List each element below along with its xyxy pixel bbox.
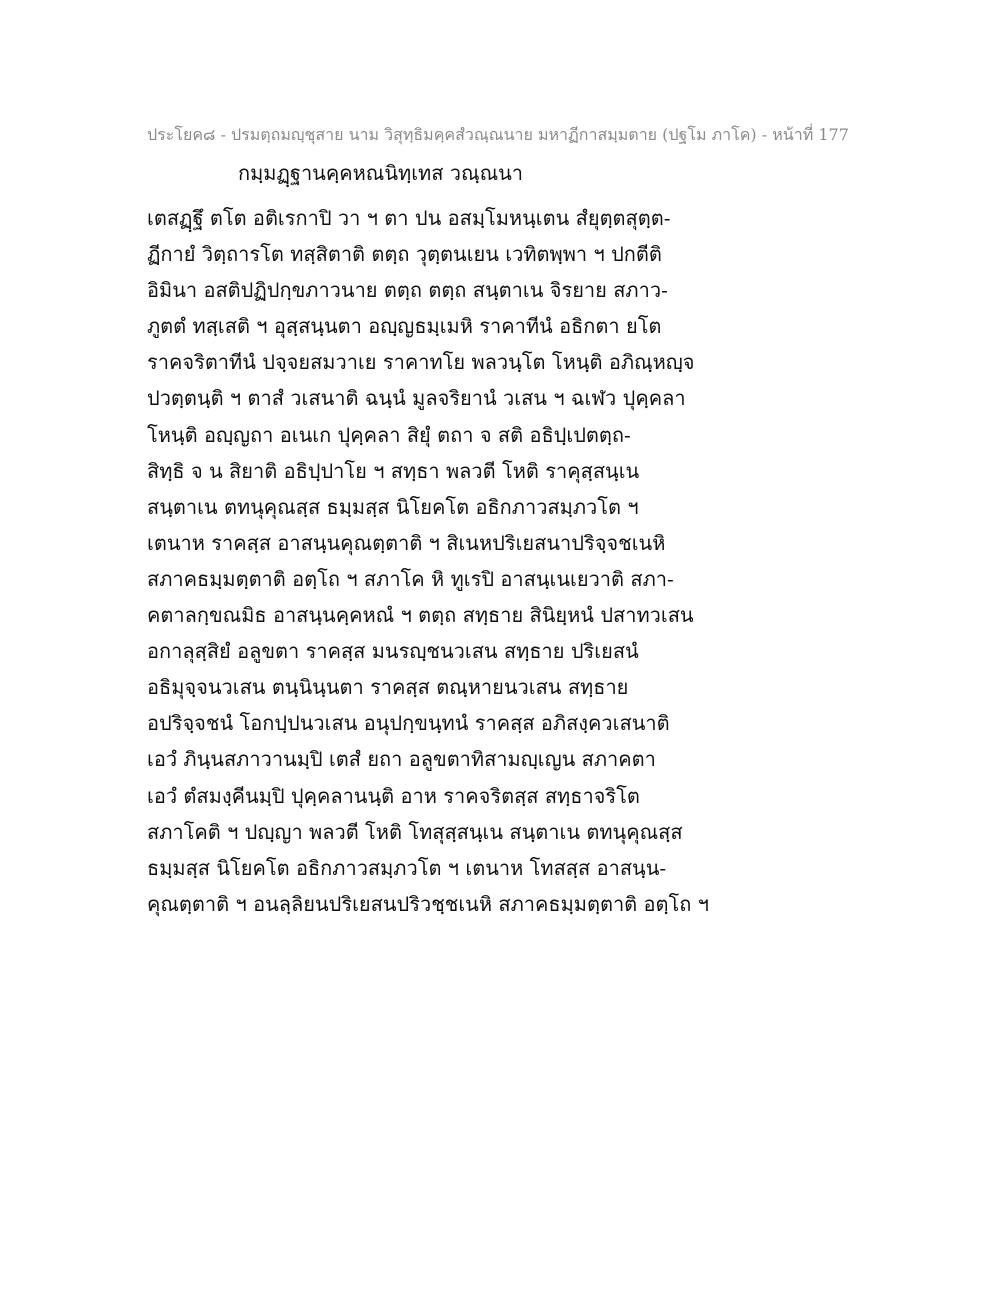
text-line: ราคจริตาทีนํ ปจฺจยสมวาเย ราคาทโย พลวนฺโต โหนฺติ อภิณฺหญฺจ <box>147 350 695 375</box>
text-line: ปวตฺตนฺติ ฯ ตาสํ วเสนาติ ฉนฺนํ มูลจริยานํ วเสน ฯ ฉเฬว ปุคฺคลา <box>147 386 686 411</box>
text-line: คตาลกฺขณมิธ อาสนฺนคฺคหณํ ฯ ตตฺถ สทฺธาย สินิยฺหนํ ปสาทวเสน <box>147 603 694 628</box>
running-header: ประโยค๘ - ปรมตฺถมญฺชุสาย นาม วิสุทฺธิมคฺคสํวณฺณนาย มหาฏีกาสมฺมตาย (ปฐโม ภาโค) - หน้าที่ 177 <box>147 125 849 144</box>
text-line: ฏีกายํ วิตฺถารโต ทสฺสิตาติ ตตฺถ วุตฺตนเยน เวทิตพฺพา ฯ ปกตีติ <box>147 242 662 267</box>
section-title: กมฺมฏฺฐานคฺคหณนิทฺเทส วณฺณนา <box>238 161 524 185</box>
text-line: สนฺตาเน ตทนุคุณสฺส ธมฺมสฺส นิโยคโต อธิกภาวสมฺภวโต ฯ <box>147 494 639 519</box>
text-line: เอวํ ตํสมงฺคีนมฺปิ ปุคฺคลานนฺติ อาห ราคจริตสฺส สทฺธาจริโต <box>147 783 640 808</box>
text-line: อกาลุสฺสิยํ อลูขตา ราคสฺส มนรญฺชนวเสน สทฺธาย ปริเยสนํ <box>147 639 639 664</box>
text-line: เตนาห ราคสฺส อาสนฺนคุณตฺตาติ ฯ สิเนหปริเยสนาปริจฺจชเนหิ <box>147 530 666 555</box>
text-line: สภาคธมฺมตฺตาติ อตฺโถ ฯ สภาโค หิ ทูเรปิ อาสนฺเนเยวาติ สภา- <box>147 566 674 591</box>
text-line: อิมินา อสติปฏิปกฺขภาวนาย ตตฺถ ตตฺถ สนฺตาเน จิรยาย สภาว- <box>147 278 668 303</box>
text-line: อธิมุจฺจนวเสน ตนฺนินฺนตา ราคสฺส ตณฺหายนวเสน สทฺธาย <box>147 675 629 700</box>
text-line: สิทฺธิ จ น สิยาติ อธิปฺปาโย ฯ สทฺธา พลวตี โหติ ราคุสฺสนฺเน <box>147 458 640 483</box>
text-line: เอวํ ภินฺนสภาวานมฺปิ เตสํ ยถา อลูขตาทิสามญฺเญน สภาคตา <box>147 747 656 772</box>
text-line: ภูตตํ ทสฺเสติ ฯ อุสฺสนฺนตา อญฺญธมฺเมหิ ราคาทีนํ อธิกตา ยโต <box>147 314 662 339</box>
text-line: คุณตฺตาติ ฯ อนลฺลิยนปริเยสนปริวชฺชเนหิ สภาคธมฺมตฺตาติ อตฺโถ ฯ <box>147 891 709 916</box>
text-line: โหนฺติ อญฺญถา อเนเก ปุคฺคลา สิยุํ ตถา จ สติ อธิปฺเปตตฺถ- <box>147 422 631 447</box>
text-line: อปริจฺจชนํ โอกปฺปนวเสน อนุปกฺขนฺทนํ ราคสฺส อภิสงฺควเสนาติ <box>147 711 670 736</box>
text-line: ธมฺมสฺส นิโยคโต อธิกภาวสมฺภวโต ฯ เตนาห โทสสฺส อาสนฺน- <box>147 855 667 880</box>
text-line: เตสฏฺฐึ ตโต อติเรกาปิ วา ฯ ตา ปน อสมฺโมหนฺเตน สํยุตฺตสุตฺต- <box>147 206 671 230</box>
text-line: สภาโคติ ฯ ปญฺญา พลวตี โหติ โทสุสฺสนฺเน สนฺตาเน ตทนุคุณสฺส <box>147 819 683 844</box>
body-text <box>147 200 707 922</box>
